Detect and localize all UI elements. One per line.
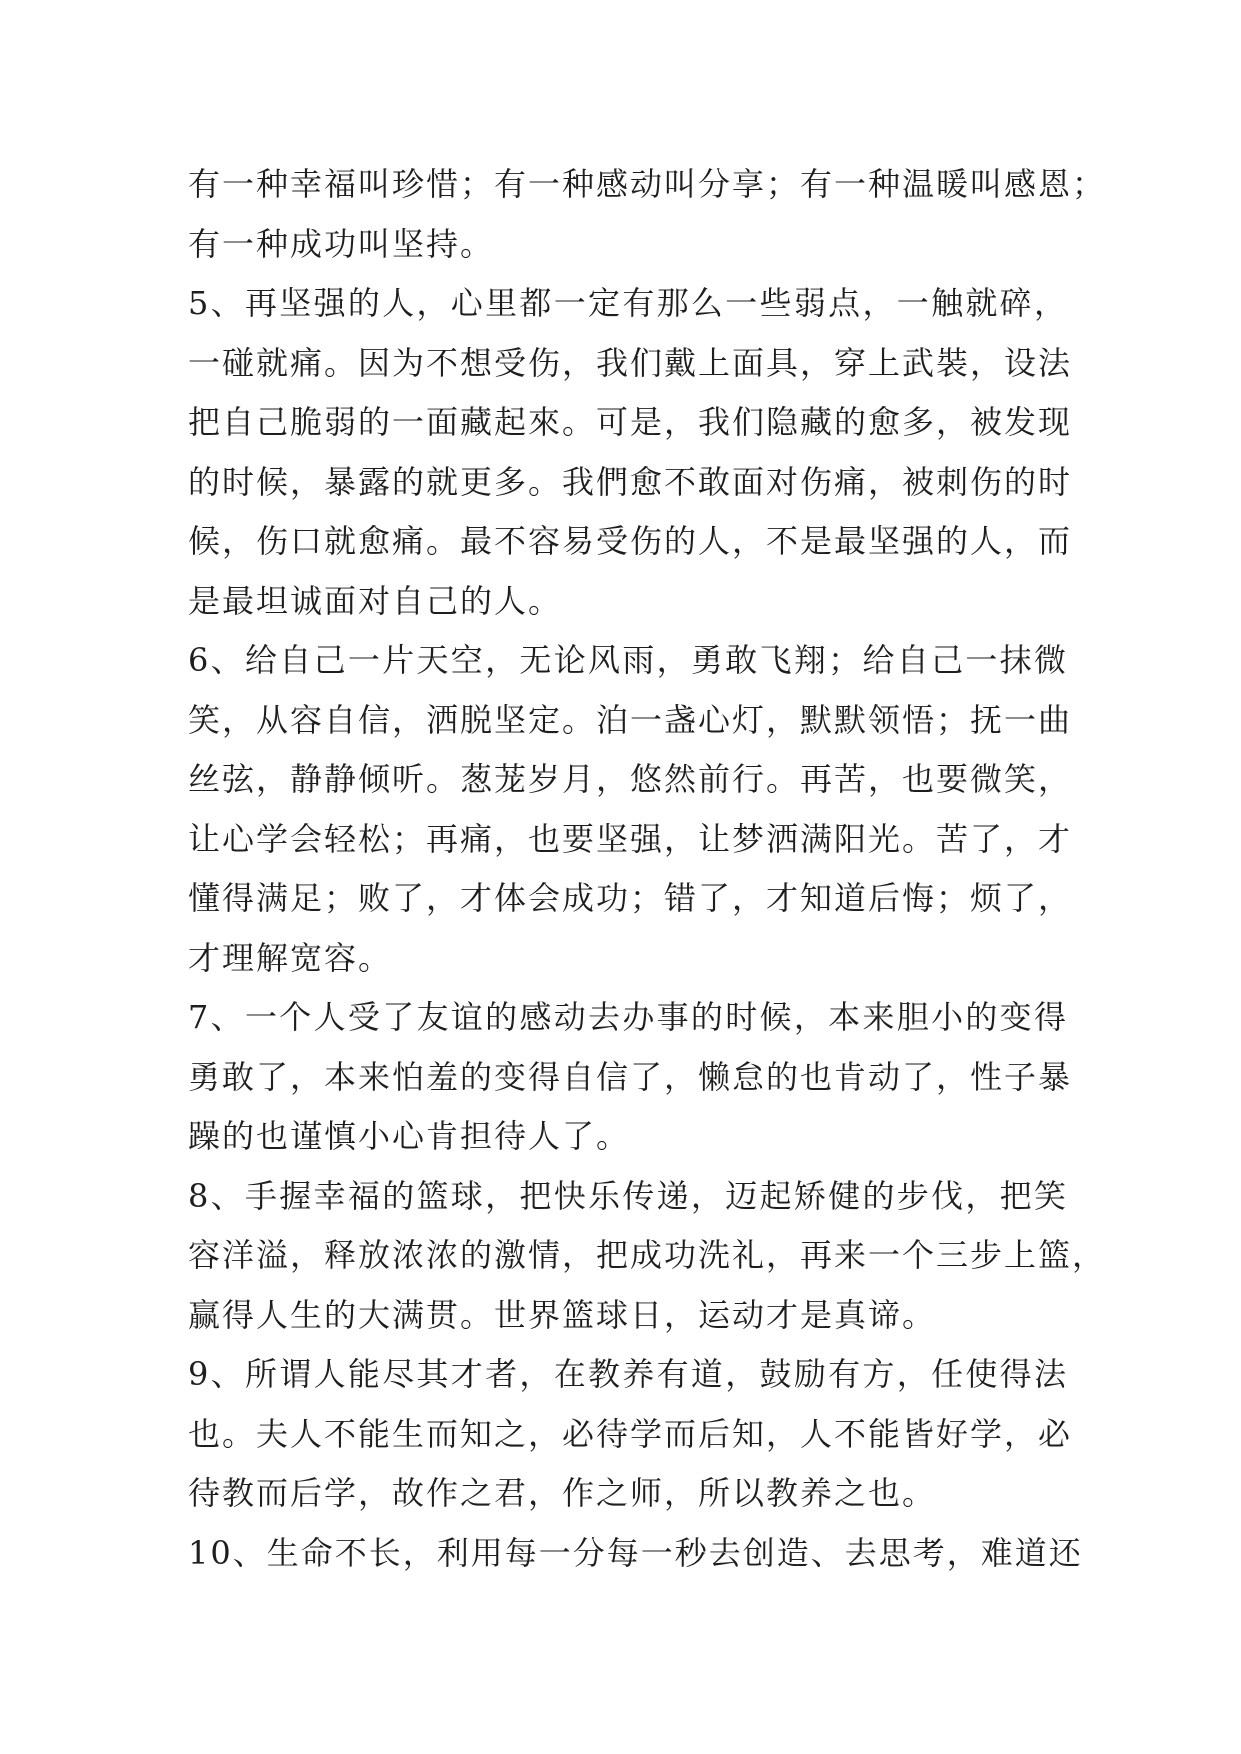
text-line: 让心学会轻松；再痛，也要坚强，让梦洒满阳光。苦了，才 (188, 819, 1073, 858)
text-line: 把自己脆弱的一面藏起來。可是，我们隐藏的愈多，被发现 (188, 403, 1073, 441)
text-line: 也。夫人不能生而知之，必待学而后知，人不能皆好学，必 (188, 1414, 1073, 1453)
text-line: 勇敢了，本来怕羞的变得自信了，懒怠的也肯动了，性子暴 (188, 1057, 1073, 1096)
text-line: 待教而后学，故作之君，作之师，所以教养之也。 (188, 1474, 937, 1512)
text-line: 丝弦，静静倾听。葱茏岁月，悠然前行。再苦，也要微笑， (188, 760, 1073, 798)
text-line: 懂得满足；败了，才体会成功；错了，才知道后悔；烦了， (188, 879, 1073, 917)
text-line: 9、所谓人能尽其才者，在教养有道，鼓励有方，任使得法 (188, 1355, 1068, 1393)
text-line: 是最坦诚面对自己的人。 (188, 581, 563, 620)
text-line: 赢得人生的大满贯。世界篮球日，运动才是真谛。 (188, 1295, 937, 1334)
text-line: 候，伤口就愈痛。最不容易受伤的人，不是最坚强的人，而 (188, 522, 1073, 560)
text-line: 躁的也谨慎小心肯担待人了。 (188, 1117, 631, 1155)
text-line: 有一种幸福叫珍惜；有一种感动叫分享；有一种温暖叫感恩； (188, 165, 1107, 203)
text-line: 笑，从容自信，洒脱坚定。泊一盏心灯，默默领悟；抚一曲 (188, 700, 1073, 739)
text-line: 有一种成功叫坚持。 (188, 224, 495, 263)
text-line: 的时候，暴露的就更多。我們愈不敢面对伤痛，被刺伤的时 (188, 462, 1073, 501)
text-line: 7、一个人受了友谊的感动去办事的时候，本来胆小的变得 (188, 998, 1068, 1036)
text-line: 6、给自己一片天空，无论风雨，勇敢飞翔；给自己一抹微 (188, 641, 1068, 679)
text-line: 容洋溢，释放浓浓的激情，把成功洗礼，再来一个三步上篮， (188, 1236, 1107, 1274)
text-line: 一碰就痛。因为不想受伤，我们戴上面具，穿上武裝，设法 (188, 343, 1073, 382)
text-line: 10、生命不长，利用每一分每一秒去创造、去思考，难道还 (188, 1533, 1083, 1572)
text-line: 才理解宽容。 (188, 938, 393, 977)
text-line: 5、再坚强的人，心里都一定有那么一些弱点，一触就碎， (188, 284, 1068, 322)
text-line: 8、手握幸福的篮球，把快乐传递，迈起矫健的步伐，把笑 (188, 1176, 1068, 1215)
document-body (188, 155, 1107, 1583)
